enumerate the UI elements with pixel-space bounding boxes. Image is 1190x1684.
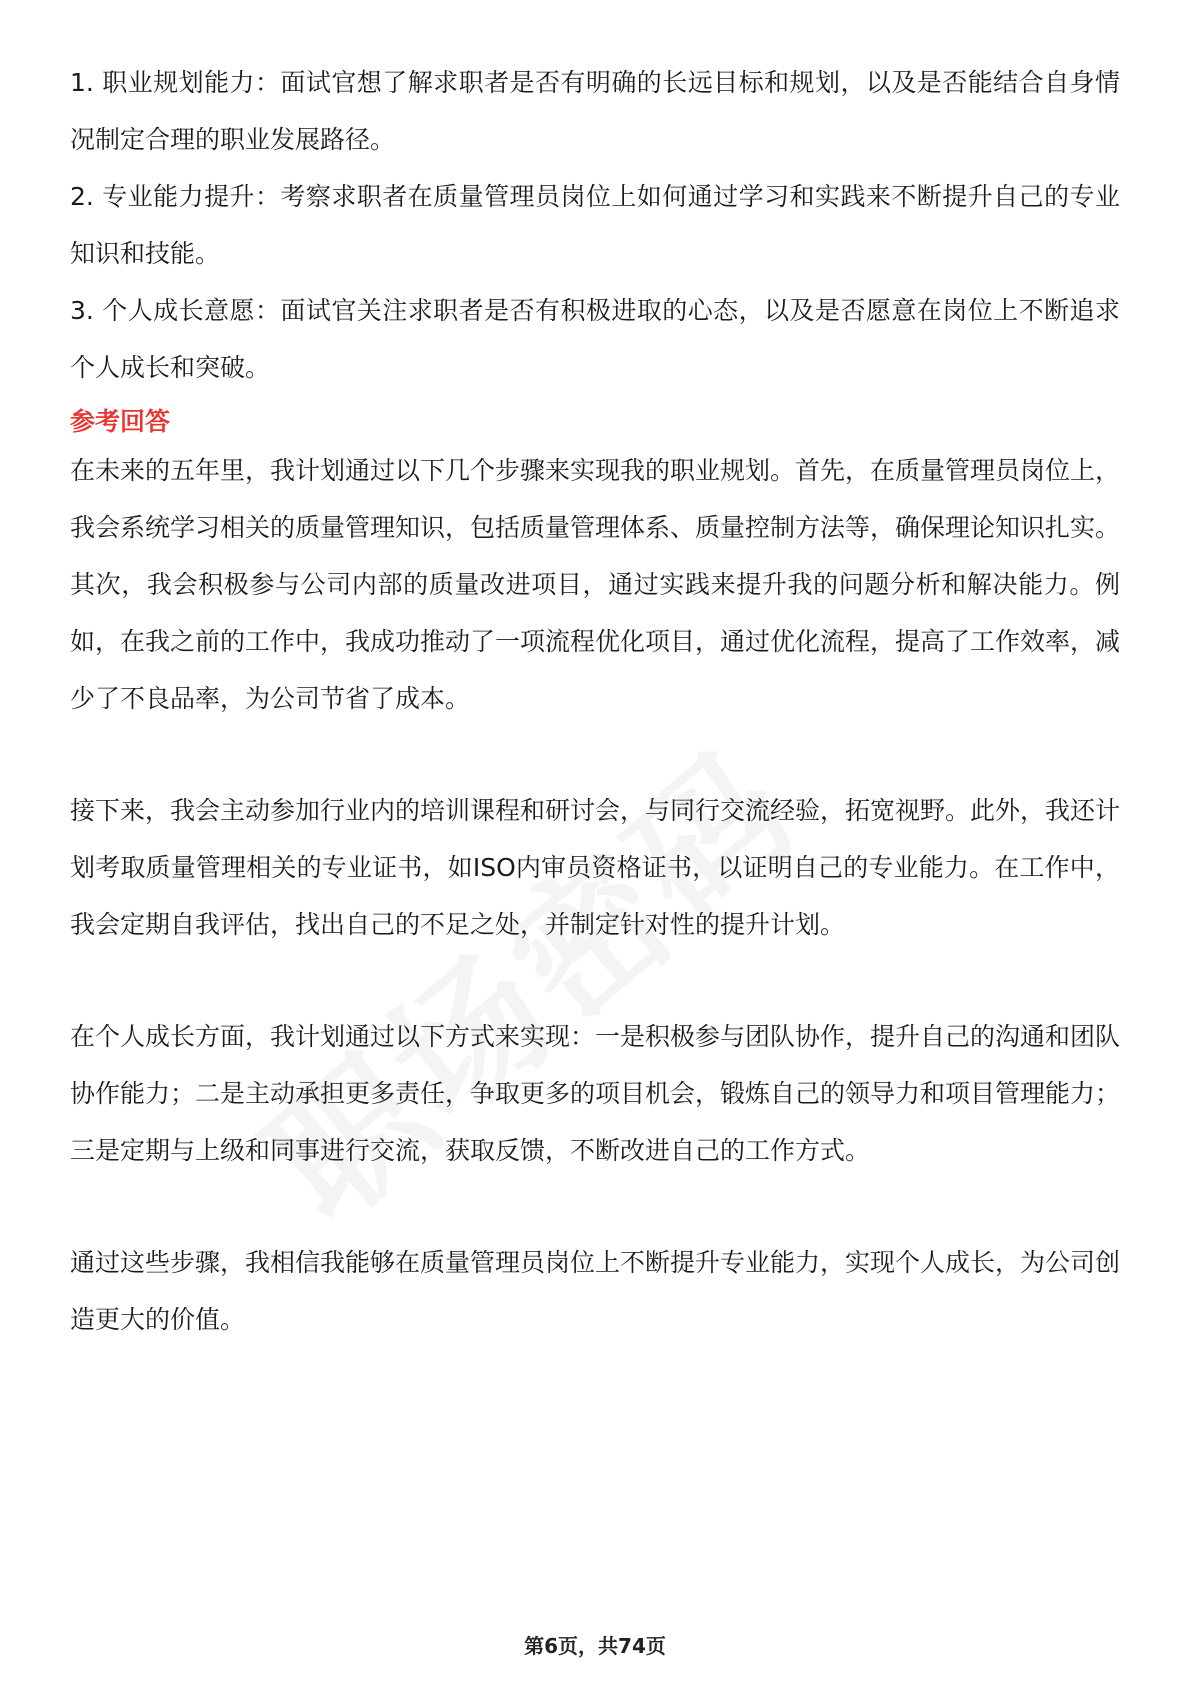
- answer-paragraph-1: 在未来的五年里，我计划通过以下几个步骤来实现我的职业规划。首先，在质量管理员岗位上，我会系统学习相关的质量管理知识，包括质量管理体系、质量控制方法等，确保理论知识扎实。其次，我会积极参与公司内部的质量改进项目，通过实践来提升我的问题分析和解决能力。例如，在我之前的工作中，我成功推动了一项流程优化项目，通过优化流程，提高了工作效率，减少了不良品率，为公司节省了成本。: [70, 456, 1121, 713]
- answer-paragraph-2: 接下来，我会主动参加行业内的培训课程和研讨会，与同行交流经验，拓宽视野。此外，我还计划考取质量管理相关的专业证书，如ISO内审员资格证书，以证明自己的专业能力。在工作中，我会定期自我评估，找出自己的不足之处，并制定针对性的提升计划。: [70, 796, 1121, 939]
- answer-paragraph-4: 通过这些步骤，我相信我能够在质量管理员岗位上不断提升专业能力，实现个人成长，为公司创造更大的价值。: [70, 1248, 1121, 1334]
- question-point-1: 1. 职业规划能力：面试官想了解求职者是否有明确的长远目标和规划，以及是否能结合自身情况制定合理的职业发展路径。: [70, 68, 1120, 154]
- question-point-3: 3. 个人成长意愿：面试官关注求职者是否有积极进取的心态，以及是否愿意在岗位上不断追求个人成长和突破。: [70, 296, 1120, 382]
- paragraph-gap: [70, 727, 1120, 782]
- page-number: 第6页，共74页: [524, 1634, 666, 1658]
- answer-heading: 参考回答: [70, 407, 171, 436]
- question-point-2: 2. 专业能力提升：考察求职者在质量管理员岗位上如何通过学习和实践来不断提升自己的专业知识和技能。: [70, 182, 1120, 268]
- paragraph-gap: [70, 1179, 1120, 1234]
- answer-paragraph-3: 在个人成长方面，我计划通过以下方式来实现：一是积极参与团队协作，提升自己的沟通和团队协作能力；二是主动承担更多责任，争取更多的项目机会，锻炼自己的领导力和项目管理能力；三是定期与上级和同事进行交流，获取反馈，不断改进自己的工作方式。: [70, 1022, 1121, 1165]
- page-content: [70, 54, 1120, 1348]
- paragraph-gap: [70, 953, 1120, 1008]
